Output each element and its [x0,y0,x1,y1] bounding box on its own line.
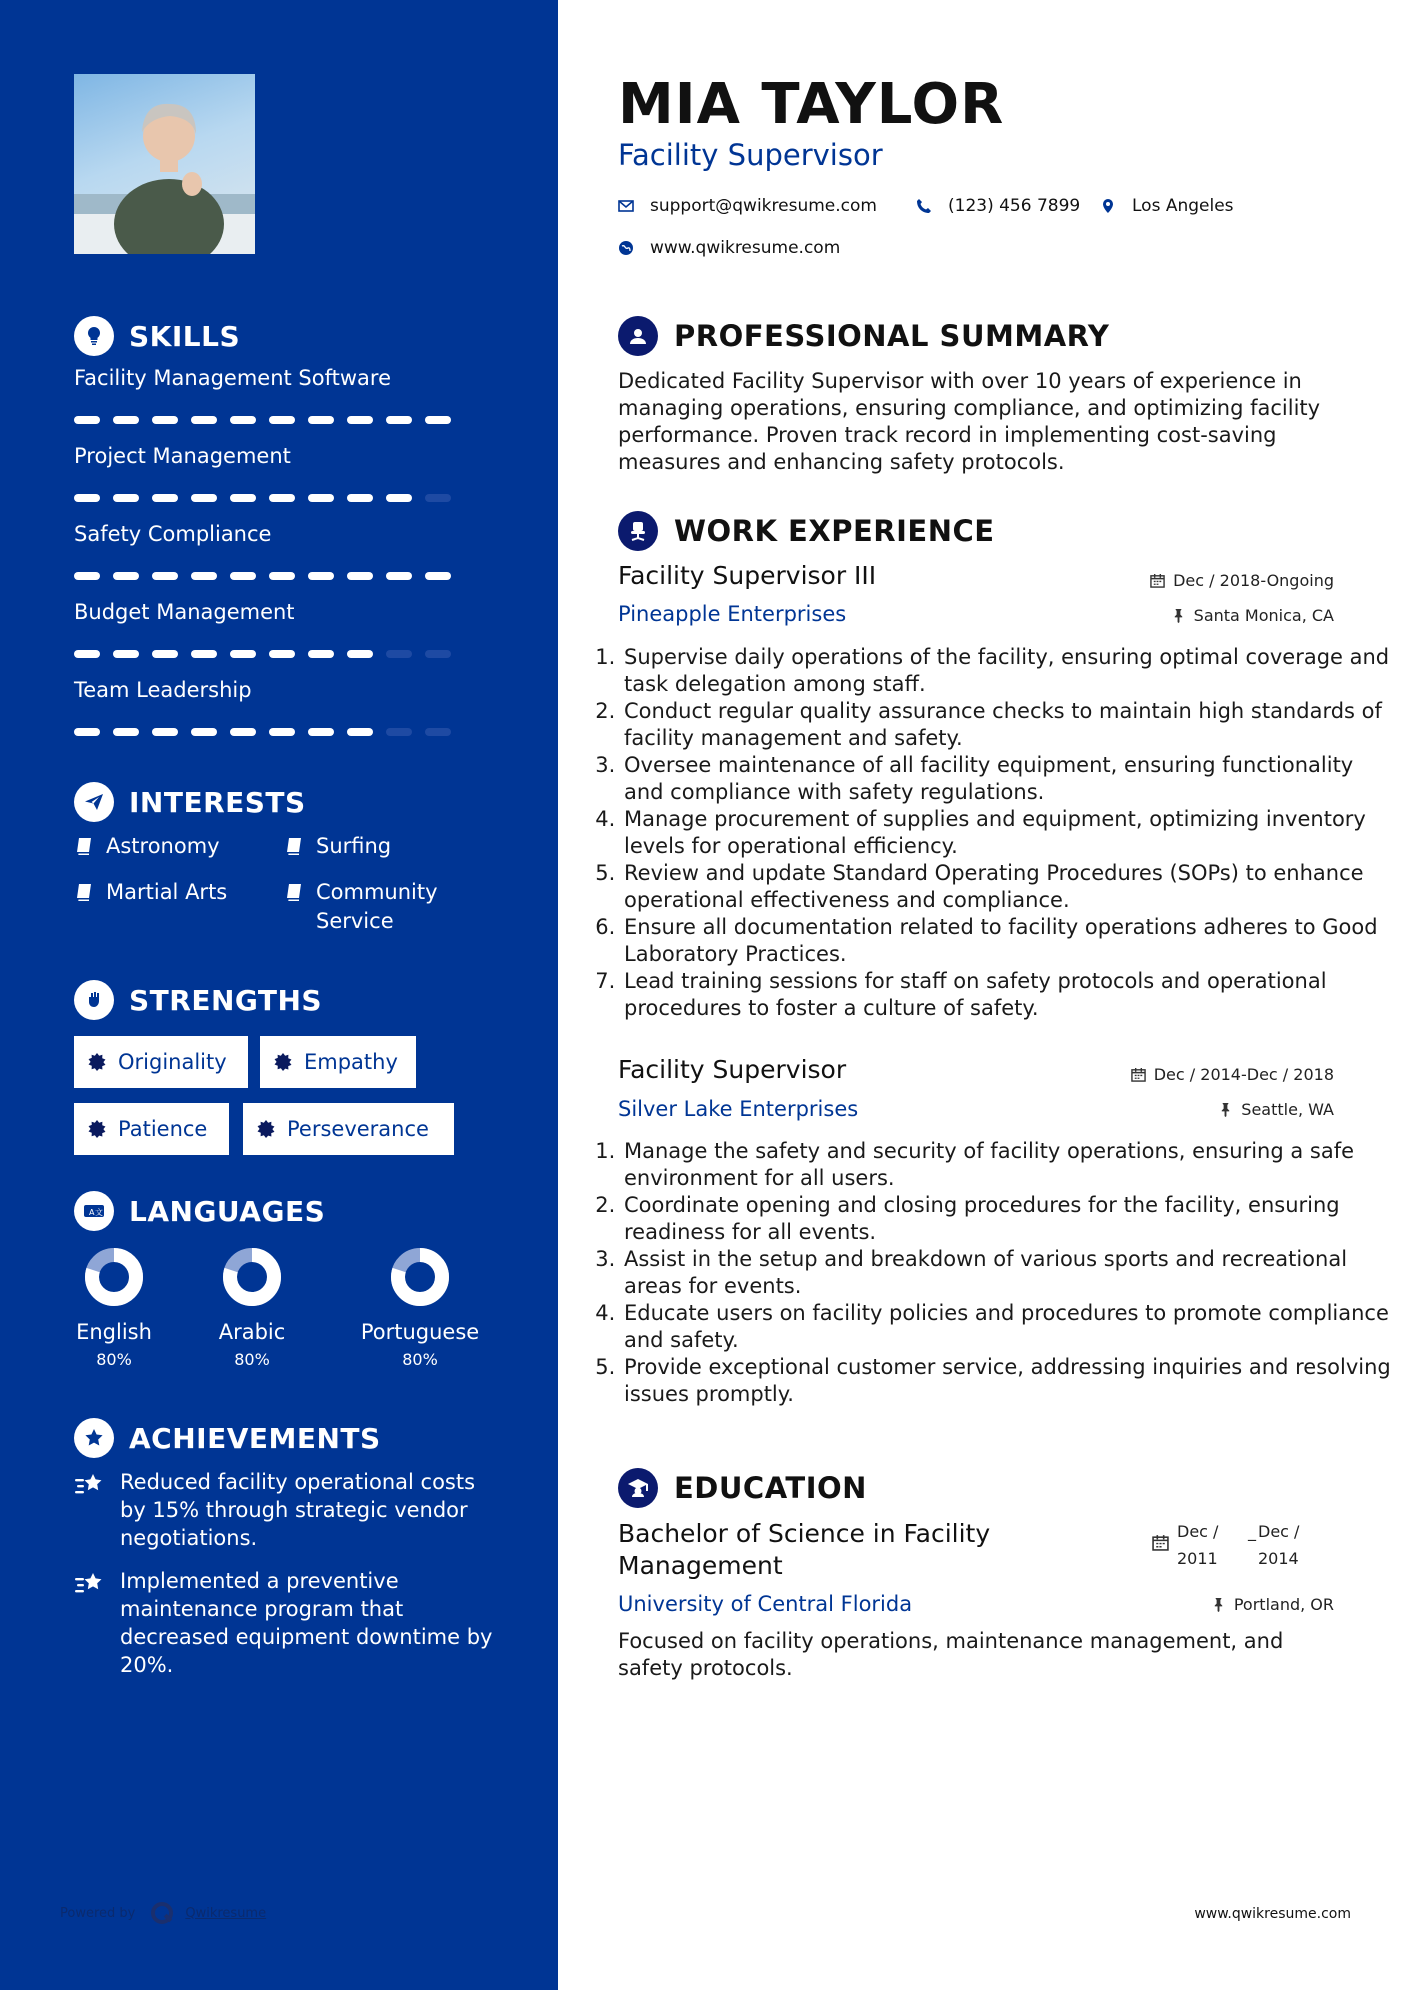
interest-item: Surfing [284,832,391,861]
list-item: 1. Supervise daily operations of the facility, ensuring optimal coverage and task delegation among staff. [622,644,1392,698]
book-icon [284,882,304,902]
skill-dash [386,728,412,736]
skill-dash [308,416,334,424]
experience-heading: WORK EXPERIENCE [618,511,995,551]
list-item: 4. Educate users on facility policies and procedures to promote compliance and safety. [622,1300,1392,1354]
education-location: Portland, OR [1211,1595,1334,1614]
powered-by: Powered by Qwikresume [60,1900,266,1926]
skill-dash [74,572,100,580]
skill-dash [113,572,139,580]
skill-dash [425,416,451,424]
strength-chip: Empathy [260,1036,416,1088]
book-icon [74,882,94,902]
contact-email: support@qwikresume.com [618,196,877,216]
skill-dash [386,650,412,658]
skill-level-bar [74,650,451,658]
profile-photo [74,74,255,254]
skill-dash [113,728,139,736]
globe-icon [618,240,634,256]
calendar-icon [1150,573,1165,588]
sidebar [0,0,558,1990]
skill-dash [152,416,178,424]
education-start-date: Dec / 2011 [1177,1522,1219,1568]
badge-icon [88,1120,106,1138]
skill-name: Facility Management Software [74,366,391,390]
skill-dash [347,572,373,580]
language-proficiency-ring [221,1246,283,1308]
contact-website: www.qwikresume.com [618,238,840,258]
raised-fist-icon [74,980,114,1020]
shooting-star-icon [74,1569,104,1599]
job-company: Silver Lake Enterprises [618,1097,859,1121]
skill-level-bar [74,728,451,736]
badge-icon [274,1053,292,1071]
job-title: Facility Supervisor III [618,561,877,590]
skill-dash [113,416,139,424]
skill-name: Safety Compliance [74,522,272,546]
paper-plane-icon [74,782,114,822]
strength-chip: Patience [74,1103,229,1155]
skill-dash [191,416,217,424]
envelope-icon [618,198,634,214]
languages-heading: A 文 LANGUAGES [74,1191,325,1231]
list-item: 2. Conduct regular quality assurance checks to maintain high standards of facility management and safety. [622,698,1392,752]
skill-dash [152,572,178,580]
skill-dash [74,416,100,424]
skill-dash [347,494,373,502]
skill-dash [308,494,334,502]
skill-dash [347,650,373,658]
job-dates: Dec / 2018-Ongoing [1150,571,1334,590]
main-content [558,0,1407,1990]
job-responsibilities [594,644,1392,1022]
star-badge-icon [74,1418,114,1458]
strengths-heading: STRENGTHS [74,980,322,1020]
qwikresume-logo-icon [149,1900,175,1926]
achievement-item: Reduced facility operational costs by 15% through strategic vendor negotiations. [74,1468,504,1552]
skill-dash [74,728,100,736]
badge-icon [257,1120,275,1138]
skill-dash [269,650,295,658]
skill-dash [152,728,178,736]
skill-dash [269,494,295,502]
map-pin-icon [1100,198,1116,214]
education-dash: _ [1248,1522,1256,1541]
skill-level-bar [74,572,451,580]
book-icon [284,836,304,856]
badge-icon [88,1053,106,1071]
candidate-title: Facility Supervisor [618,138,883,172]
candidate-name: MIA TAYLOR [618,72,1005,137]
language-proficiency-ring [389,1246,451,1308]
translate-icon [74,1191,114,1231]
list-item: 4. Manage procurement of supplies and equipment, optimizing inventory levels for operational efficiency. [622,806,1392,860]
contact-location: Los Angeles [1100,196,1234,216]
skill-dash [269,416,295,424]
list-item: 5. Review and update Standard Operating Procedures (SOPs) to enhance operational effectiveness and compliance. [622,860,1392,914]
phone-icon [916,198,932,214]
skill-dash [230,494,256,502]
summary-heading: PROFESSIONAL SUMMARY [618,316,1109,356]
skill-dash [269,728,295,736]
summary-text: Dedicated Facility Supervisor with over 10 years of experience in managing operations, ensuring compliance, and optimizing facility performance. Proven track record in implementing cost-saving measures and enhancing safety protocols. [618,369,1321,474]
shooting-star-icon [74,1470,104,1500]
skill-dash [425,650,451,658]
skill-dash [191,572,217,580]
skill-dash [308,650,334,658]
skill-name: Team Leadership [74,678,252,702]
skill-dash [386,494,412,502]
list-item: 6. Ensure all documentation related to facility operations adheres to Good Laboratory Practices. [622,914,1392,968]
skill-name: Budget Management [74,600,295,624]
calendar-icon [1131,1067,1146,1082]
job-title: Facility Supervisor [618,1055,847,1084]
pushpin-icon [1218,1102,1233,1117]
calendar-icon [1152,1534,1169,1551]
skill-dash [113,650,139,658]
svg-text:文: 文 [95,1208,103,1217]
strength-chip: Originality [74,1036,248,1088]
list-item: 2. Coordinate opening and closing procedures for the facility, ensuring readiness for all events. [622,1192,1392,1246]
education-end-date: Dec / 2014 [1258,1522,1300,1568]
qwikresume-link[interactable]: Qwikresume [185,1905,267,1921]
skill-dash [386,572,412,580]
skill-dash [230,728,256,736]
skill-dash [152,650,178,658]
skill-dash [230,650,256,658]
skill-dash [74,494,100,502]
skill-dash [113,494,139,502]
list-item: 1. Manage the safety and security of facility operations, ensuring a safe environment for all users. [622,1138,1392,1192]
job-location: Seattle, WA [1218,1100,1334,1119]
interests-heading: INTERESTS [74,782,306,822]
interest-item: Community Service [284,878,484,936]
achievement-item: Implemented a preventive maintenance program that decreased equipment downtime by 20%. [74,1567,504,1679]
contact-phone: (123) 456 7899 [916,196,1080,216]
education-heading: EDUCATION [618,1468,867,1508]
degree-title: Bachelor of Science in Facility Management [618,1519,991,1580]
pushpin-icon [1171,608,1186,623]
job-responsibilities [594,1138,1392,1408]
skill-dash [386,416,412,424]
achievements-heading: ACHIEVEMENTS [74,1418,381,1458]
skill-dash [347,416,373,424]
job-location: Santa Monica, CA [1171,606,1334,625]
skill-level-bar [74,416,451,424]
skill-level-bar [74,494,451,502]
strength-chip: Perseverance [243,1103,454,1155]
education-description: Focused on facility operations, maintenance management, and safety protocols. [618,1629,1284,1680]
skill-dash [74,650,100,658]
list-item: 5. Provide exceptional customer service, addressing inquiries and resolving issues promptly. [622,1354,1392,1408]
skill-dash [269,572,295,580]
user-icon [618,316,658,356]
office-chair-icon [618,511,658,551]
skills-heading: SKILLS [74,316,240,356]
lightbulb-icon [74,316,114,356]
list-item: 3. Oversee maintenance of all facility equipment, ensuring functionality and compliance with safety regulations. [622,752,1392,806]
list-item: 7. Lead training sessions for staff on safety protocols and operational procedures to foster a culture of safety. [622,968,1392,1022]
language-item: Portuguese 80% [345,1246,495,1369]
book-icon [74,836,94,856]
skill-dash [308,728,334,736]
job-company: Pineapple Enterprises [618,602,847,626]
skill-dash [425,494,451,502]
skill-dash [425,728,451,736]
skill-dash [347,728,373,736]
list-item: 3. Assist in the setup and breakdown of various sports and recreational areas for events. [622,1246,1392,1300]
interest-item: Astronomy [74,832,220,861]
school-name: University of Central Florida [618,1592,913,1616]
skill-dash [230,572,256,580]
skill-dash [308,572,334,580]
pushpin-icon [1211,1597,1226,1612]
skill-dash [230,416,256,424]
skill-dash [191,494,217,502]
skill-name: Project Management [74,444,291,468]
language-proficiency-ring [83,1246,145,1308]
graduate-icon [618,1468,658,1508]
skill-dash [425,572,451,580]
skill-dash [191,728,217,736]
interest-item: Martial Arts [74,878,227,907]
footer-website[interactable]: www.qwikresume.com [1194,1906,1351,1922]
job-dates: Dec / 2014-Dec / 2018 [1131,1065,1334,1084]
skill-dash [191,650,217,658]
svg-text:A: A [89,1208,95,1217]
language-item: English 80% [39,1246,189,1369]
language-item: Arabic 80% [177,1246,327,1369]
skill-dash [152,494,178,502]
